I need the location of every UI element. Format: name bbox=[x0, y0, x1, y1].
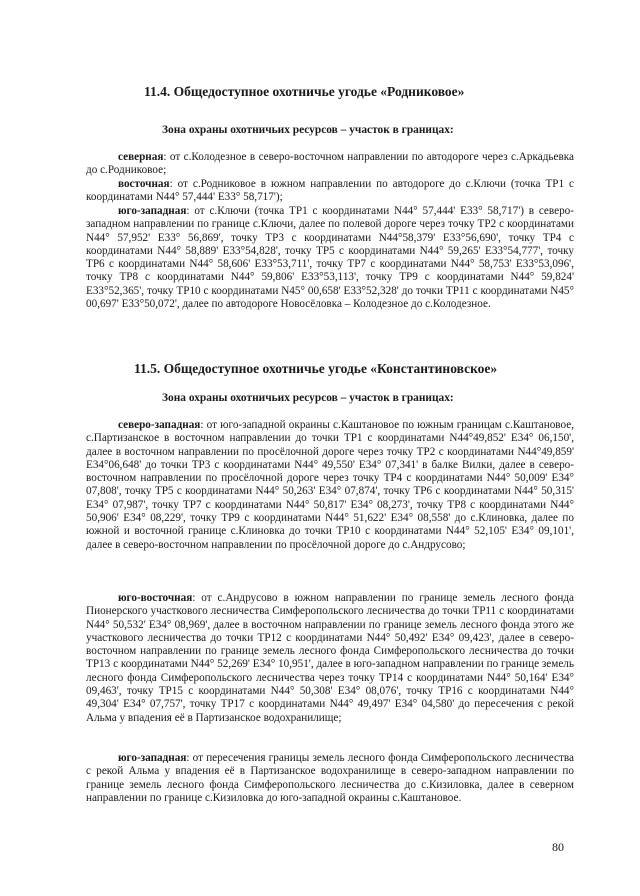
boundary-label: северо-западная bbox=[118, 419, 201, 431]
boundary-label: северная bbox=[118, 151, 164, 163]
section-11-5-heading: 11.5. Общедоступное охотничье угодье «Константиновское» bbox=[134, 361, 498, 376]
boundary-label: юго-восточная bbox=[118, 592, 193, 604]
section-11-4-heading: 11.4. Общедоступное охотничье угодье «Родниковое» bbox=[144, 84, 465, 99]
section-11-5-northwest-paragraph bbox=[86, 419, 574, 552]
boundary-text: : от юго-западной окраины с.Каштановое по южным границам с.Каштановое, с.Партизанское в восточном направлении до точки ТР1 с координатами N44°49,852' E34° 06,150', далее в восточном направлении по просёлочной дороге через точку ТР2 с координатами N44°49,859' E34°06,648' до точки ТР3 с координатами N44° 49,550' E34° 07,341' в балке Вилки, далее в северо-восточном направлении по просёлочной дороге через точку ТР4 с координатами N44° 50,009' E34° 07,808', точку ТР5 с координатами N44° 50,263' E34° 07,874', точку ТР6 с координатами N44° 50,315' E34° 07,987', точку ТР7 с координатами N44° 50,817' E34° 08,273', точку ТР8 с координатами N44° 50,906' E34° 08,229', точку ТР9 с координатами N44° 51,622' E34° 08,558' до с.Клиновка, далее по южной и восточной границе с.Клиновка до точки ТР10 с координатами N44° 52,105' E34° 09,101', далее в северо-восточном направлении по просёлочной дороге до с.Андрусово; bbox=[86, 419, 574, 551]
section-11-5-southwest-paragraph bbox=[86, 752, 574, 805]
section-11-5-southeast-paragraph bbox=[86, 592, 574, 725]
section-11-4-southwest-paragraph bbox=[86, 205, 574, 311]
boundary-text: : от с.Ключи (точка ТР1 с координатами N44° 57,444' E33° 58,717') в северо-западном направлении по границе с.Ключи, далее по полевой дороге через точку ТР2 с координатами N44° 57,952' E33° 56,869', точку ТР3 с координатами N44°58,379' E33°56,690', точку ТР4 с координатами N44° 58,889' E33°54,828', точку ТР5 с координатами N44° 59,265' E33°54,777', точку ТР6 с координатами N44° 58,606' E33°53,711', точку ТР7 с координатами N44° 58,753' E33°53,096', точку ТР8 с координатами N44° 59,806' E33°53,113', точку ТР9 с координатами N44° 59,824' E33°52,365', точку ТР10 с координатами N45° 00,658' E33°52,328' до точки ТР11 с координатами N45° 00,697' E33°50,072', далее по автодороге Новосёловка – Колодезное до с.Колодезное. bbox=[86, 205, 574, 311]
boundary-label: восточная bbox=[118, 178, 170, 190]
section-11-4-north-paragraph bbox=[86, 151, 574, 178]
page-number: 80 bbox=[552, 840, 564, 854]
boundary-text: : от с.Родниковое в южном направлении по автодороге до с.Ключи (точка ТР1 с координатами N44° 57,444' E33° 58,717'); bbox=[86, 178, 574, 204]
boundary-text: : от пересечения границы земель лесного фонда Симферопольского лесничества с рекой Альма у впадения её в Партизанское водохранилище в северо-западном направлении по границе земель лесного фонда Симферопольского лесничества до с.Кизиловка, далее в северном направлении по границе с.Кизиловка до юго-западной окраины с.Каштановое. bbox=[86, 752, 574, 804]
boundary-text: : от с.Колодезное в северо-восточном направлении по автодороге через с.Аркадьевка до с.Родниковое; bbox=[86, 151, 574, 177]
boundary-label: юго-западная bbox=[118, 752, 187, 764]
section-11-4-zone-title: Зона охраны охотничьих ресурсов – участок в границах: bbox=[162, 124, 454, 136]
section-11-5-zone-title: Зона охраны охотничьих ресурсов – участок в границах: bbox=[162, 392, 454, 404]
boundary-label: юго-западная bbox=[118, 205, 187, 217]
boundary-text: : от с.Андрусово в южном направлении по границе земель лесного фонда Пионерского участкового лесничества Симферопольского лесничества до точки ТР11 с координатами N44° 50,532' E34° 08,969', далее в восточном направлении по границе земель лесного фонда этого же участкового лесничества до точки ТР12 с координатами N44° 50,492' E34° 09,423', далее в северо-восточном направлении по границе земель лесного фонда Симферопольского лесничества до точки ТР13 с координатами N44° 52,269' E34° 10,951', далее в юго-западном направлении по границе земель лесного фонда Симферопольского лесничества через точку ТР14 с координатами N44° 50,164' E34° 09,463', точку ТР15 с координатами N44° 50,308' E34° 08,076', точку ТР16 с координатами N44° 49,304' E34° 07,757', точку ТР17 с координатами N44° 49,497' E34° 04,580' до пересечения с рекой Альма у впадения её в Партизанское водохранилище; bbox=[86, 592, 574, 724]
section-11-4-east-paragraph bbox=[86, 178, 574, 205]
